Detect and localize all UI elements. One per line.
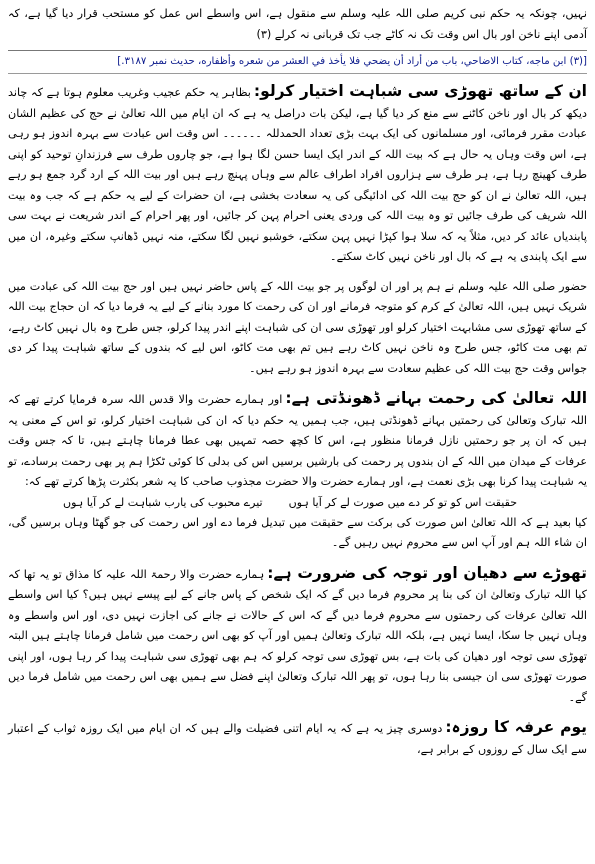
- section-5-text: دوسری چیز یہ ہے کہ یہ ایام اتنی فضیلت والے ہیں کہ ان ایام میں ایک روزہ ثواب کے اعتبار سے ایک سال کے روزوں کے برابر ہے،: [8, 722, 587, 756]
- section-3-text: اور ہمارے حضرت والا قدس اللہ سرہ فرمایا کرتے تھے کہ اللہ تبارک وتعالیٰ کی رحمتیں بہانے ڈھونڈتی ہیں، جب ہمیں یہ حکم دیا کہ ان کی شباہت اختیار کرلو، تو اس کے معنی یہ ہیں کہ ان پر جو رحمتیں نازل فرمانا منظور ہے، اس کا کچھ حصہ تمہیں بھی عطا فرمانا چاہتے ہیں، تا کہ جس وقت عرفات کے میدان میں اللہ کے ان بندوں پر رحمت کی بارشیں برسیں اس کی بدلی کا کوئی ٹکڑا ہم پر بھی رحمت برسادے، تو یہ شباہت پیدا کرنا بھی بڑی نعمت ہے، اور ہمارے حضرت والا حضرت مجذوب صاحب کا یہ شعر بکثرت پڑھا کرتے تھے کہ:: [8, 393, 587, 488]
- intro-text: نہیں، چونکہ یہ حکم نبی کریم صلی اللہ علیہ وسلم سے منقول ہے، اس واسطے اس عمل کو مستحب قرار دیا گیا ہے، کہ آدمی اپنے ناخن اور بال اس وقت تک نہ کاٹے جب تک قربانی نہ کرلے (۳): [8, 7, 587, 41]
- section-1-text: بظاہر یہ حکم عجیب وغریب معلوم ہوتا ہے کہ چاند دیکھ کر بال اور ناخن کاٹنے سے منع کر دیا گیا ہے، لیکن بات دراصل یہ ہے کہ ان ایام میں اللہ تعالیٰ نے حج کی عظیم الشان عبادت مقرر فرمائی، اور مسلمانوں کی ایک بہت بڑی تعداد الحمدللہ ۔۔۔۔۔۔ اس وقت اس عبادت سے بہرہ اندوز ہو رہی ہے، اس وقت وہاں یہ حال ہے کہ بیت اللہ کے اندر ایک ایسا حسن لگا ہوا ہے، جو چاروں طرف سے فرزندانِ توحید کو اپنی طرف کھینچ رہا ہے، ہر طرف سے ہزاروں افراد اطراف عالم سے وہاں پہنچ رہے ہیں اور بیت اللہ کے ارد گرد جمع ہو رہے ہیں، اللہ تعالیٰ نے ان کو حج بیت اللہ کی ادائیگی کی یہ سعادت بخشی ہے، ان حضرات کے لیے یہ حکم ہے کہ جب وہ بیت اللہ شریف کی طرف جائیں تو وہ بیت اللہ کی وردی یعنی احرام پہن کر جائیں، اور پھر احرام کے اندر شریعت نے بہت سی پابندیاں عائد کر دیں، مثلاً یہ کہ سلا ہوا کپڑا نہیں پہن سکتے، خوشبو نہیں لگا سکتے، منہ نہیں ڈھانپ سکتے وغیرہ، ان میں سے ایک پابندی یہ ہے کہ بال اور ناخن نہیں کاٹ سکتے۔: [8, 86, 587, 263]
- section-2: [8, 277, 587, 380]
- section-4: [8, 563, 587, 709]
- section-3: [8, 388, 587, 493]
- section-4-heading: تھوڑے سے دھیان اور توجہ کی ضرورت ہے:: [267, 563, 587, 582]
- verse-left: حقیقت اس کو تو کر دے میں صورت لے کر آیا ہوں: [288, 495, 517, 509]
- footnote-reference: [(٣) ابن ماجه، كتاب الاضاحي، باب من أراد أن يضحي فلا يأخذ في العشر من شعره وأظفاره، حديث نمبر ٣١٨٧.]: [8, 50, 587, 71]
- verse-couplet: [8, 493, 587, 513]
- section-5: [8, 717, 587, 760]
- section-1: [8, 81, 587, 268]
- section-3-text-2: کیا بعید ہے کہ اللہ تعالیٰ اس صورت کی برکت سے حقیقت میں تبدیل فرما دے اور اس رحمت کی جو گھٹا وہاں برسیں گی، ان شاء اللہ ہم اور آپ اس سے محروم نہیں رہیں گے۔: [8, 515, 587, 549]
- section-2-text: حضور صلی اللہ علیہ وسلم نے ہم پر اور ان لوگوں پر جو بیت اللہ کے پاس حاضر نہیں ہیں اور حج بیت اللہ کی عبادت میں شریک نہیں ہیں، اللہ تعالیٰ کے کرم کو متوجہ فرمانے اور ان کی رحمت کا مورد بنانے کے لیے یہ فرما دیا کہ ان حجاج بیت اللہ کے ساتھ تھوڑی سی مشابہت اختیار کرلو اور تھوڑی سی ان کی شباہت اپنے اندر پیدا کرلو، جس طرح وہ بال نہیں کاٹ رہے، تم بھی مت کاٹو، جس طرح وہ ناخن نہیں کاٹ رہے ہیں تم بھی مت کاٹو، اس لیے کہ بندوں کے ساتھ شباہت پیدا کر دی جواس وقت حج بیت اللہ کی عظیم سعادت سے بہرہ اندوز ہو رہے ہیں۔: [8, 279, 587, 375]
- document-page: [8, 4, 587, 760]
- verse-right: تیرے محبوب کی یارب شباہت لے کر آیا ہوں: [63, 495, 263, 509]
- section-1-heading: ان کے ساتھ تھوڑی سی شباہت اختیار کرلو:: [253, 82, 587, 100]
- section-4-text: ہمارے حضرت والا رحمۃ اللہ علیہ کا مذاق تو یہ تھا کہ کیا اللہ تبارک وتعالیٰ ان کی بنا پر محروم فرما دیں گے کہ ایک شخص کے پاس جانے کے لیے پیسے نہیں ہیں؟ کیا اس واسطے اللہ تعالیٰ عرفات کی رحمتوں سے محروم فرما دیں گے کہ اس کے حالات نے جانے کی اجازت نہیں دی، اور اس واسطے وہ وہاں نہیں جا سکا، ایسا نہیں ہے، بلکہ اللہ تبارک وتعالیٰ ہمیں اور آپ کو بھی اس رحمت میں شامل فرمانا چاہتے ہیں البتہ تھوڑی سی توجہ اور دھیان کی بات ہے، بس تھوڑی سی توجہ کرلو کہ ہم بھی تھوڑی سی شباہت پیدا کر رہا ہوں، اور اپنی صورت تھوڑی سی ان جیسی بنا رہا ہوں، تو پھر اللہ تبارک وتعالیٰ اپنے فضل سے ہمیں بھی اس رحمت میں شامل فرما دیں گے۔: [8, 567, 587, 704]
- divider: [8, 73, 587, 74]
- intro-paragraph: [8, 4, 587, 45]
- section-5-heading: یوم عرفہ کا روزہ:: [445, 718, 587, 736]
- section-3-heading: اللہ تعالیٰ کی رحمت بہانے ڈھونڈتی ہے:: [285, 389, 588, 407]
- section-3-continuation: [8, 513, 587, 554]
